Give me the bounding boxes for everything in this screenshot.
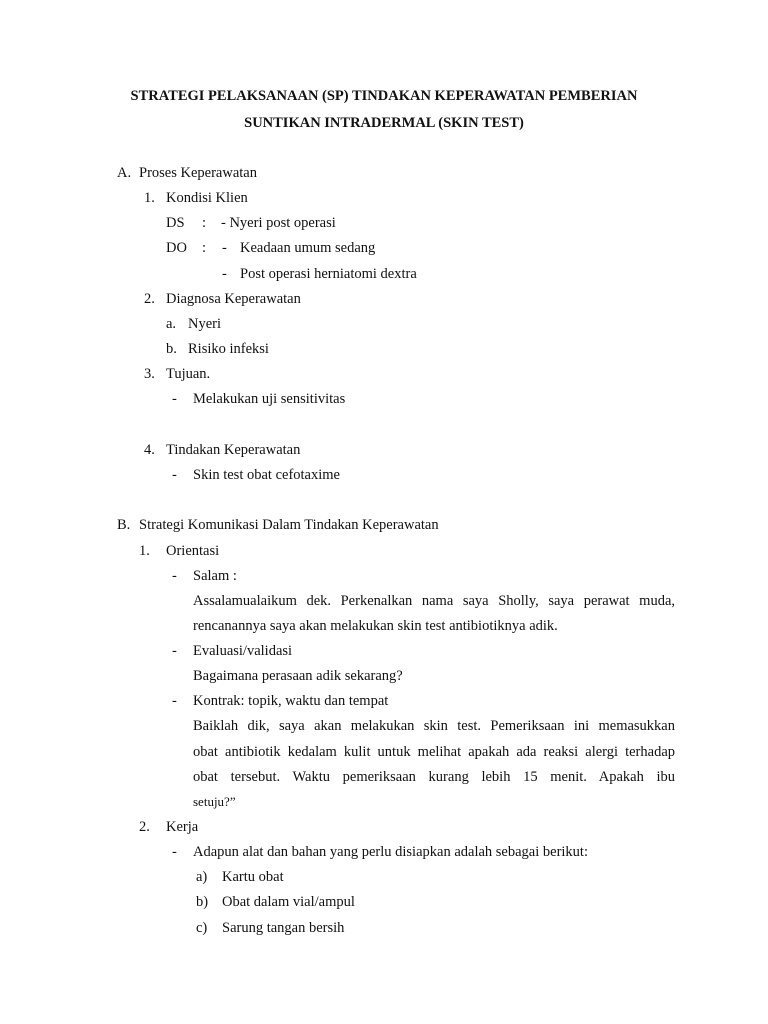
do-value-1: Keadaan umum sedang [240, 240, 376, 256]
section-a-heading: Proses Keperawatan [139, 165, 257, 181]
document-title-line-2: SUNTIKAN INTRADERMAL (SKIN TEST) [244, 115, 524, 131]
item-4-dash: - [172, 467, 177, 483]
kerja-item-text: Obat dalam vial/ampul [222, 894, 355, 910]
kontrak-text-line-4: setuju?” [193, 794, 236, 809]
do-dash-2: - [222, 266, 227, 282]
item-4-number: 4. [144, 442, 155, 458]
evaluasi-dash: - [172, 643, 177, 659]
salam-text-line-1: Assalamualaikum dek. Perkenalkan nama saya Sholly, saya perawat muda, [193, 593, 675, 609]
item-3-number: 3. [144, 366, 155, 382]
orientasi-label: Orientasi [166, 543, 220, 559]
kontrak-dash: - [172, 693, 177, 709]
item-2-number: 2. [144, 291, 155, 307]
item-3-dash: - [172, 391, 177, 407]
item-3-text: Melakukan uji sensitivitas [193, 391, 346, 407]
salam-text-line-2: rencanannya saya akan melakukan skin test antibiotiknya adik. [193, 618, 558, 634]
item-2-label: Diagnosa Keperawatan [166, 291, 301, 307]
do-value-2: Post operasi herniatomi dextra [240, 266, 417, 282]
item-1-label: Kondisi Klien [166, 190, 248, 206]
evaluasi-text: Bagaimana perasaan adik sekarang? [193, 668, 403, 684]
ds-colon: : [202, 215, 207, 231]
salam-dash: - [172, 568, 177, 584]
item-4-text: Skin test obat cefotaxime [193, 467, 340, 483]
kerja-dash: - [172, 844, 177, 860]
diagnosis-b-text: Risiko infeksi [188, 341, 269, 357]
kerja-intro: Adapun alat dan bahan yang perlu disiapkan adalah sebagai berikut: [193, 844, 588, 860]
kerja-item-marker: c) [196, 920, 208, 936]
kerja-item-marker: a) [196, 869, 208, 885]
evaluasi-label: Evaluasi/validasi [193, 643, 293, 659]
kontrak-text-line-3: obat tersebut. Waktu pemeriksaan kurang lebih 15 menit. Apakah ibu [193, 769, 675, 785]
kerja-number: 2. [139, 819, 150, 835]
diagnosis-b-marker: b. [166, 341, 177, 357]
kerja-item-text: Sarung tangan bersih [222, 920, 345, 936]
kontrak-label: Kontrak: topik, waktu dan tempat [193, 693, 389, 709]
section-b-heading: Strategi Komunikasi Dalam Tindakan Keperawatan [139, 517, 439, 533]
document-title-line-1: STRATEGI PELAKSANAAN (SP) TINDAKAN KEPERAWATAN PEMBERIAN [130, 88, 638, 104]
item-1-number: 1. [144, 190, 155, 206]
do-colon: : [202, 240, 207, 256]
ds-value: - Nyeri post operasi [221, 215, 336, 231]
salam-label: Salam : [193, 568, 237, 584]
kerja-label: Kerja [166, 819, 199, 835]
kontrak-text-line-2: obat antibiotik kedalam kulit untuk melihat apakah ada reaksi alergi terhadap [193, 744, 675, 760]
kontrak-text-line-1: Baiklah dik, saya akan melakukan skin test. Pemeriksaan ini memasukkan [193, 718, 675, 734]
section-a-marker: A. [117, 165, 132, 181]
diagnosis-a-text: Nyeri [188, 316, 222, 332]
orientasi-number: 1. [139, 543, 150, 559]
kerja-item-marker: b) [196, 894, 209, 910]
item-3-label: Tujuan. [166, 366, 211, 382]
diagnosis-a-marker: a. [166, 316, 177, 332]
kerja-item-text: Kartu obat [222, 869, 284, 885]
do-dash-1: - [222, 240, 227, 256]
section-b-marker: B. [117, 517, 131, 533]
item-4-label: Tindakan Keperawatan [166, 442, 301, 458]
do-label: DO [166, 240, 187, 256]
ds-label: DS [166, 215, 185, 231]
